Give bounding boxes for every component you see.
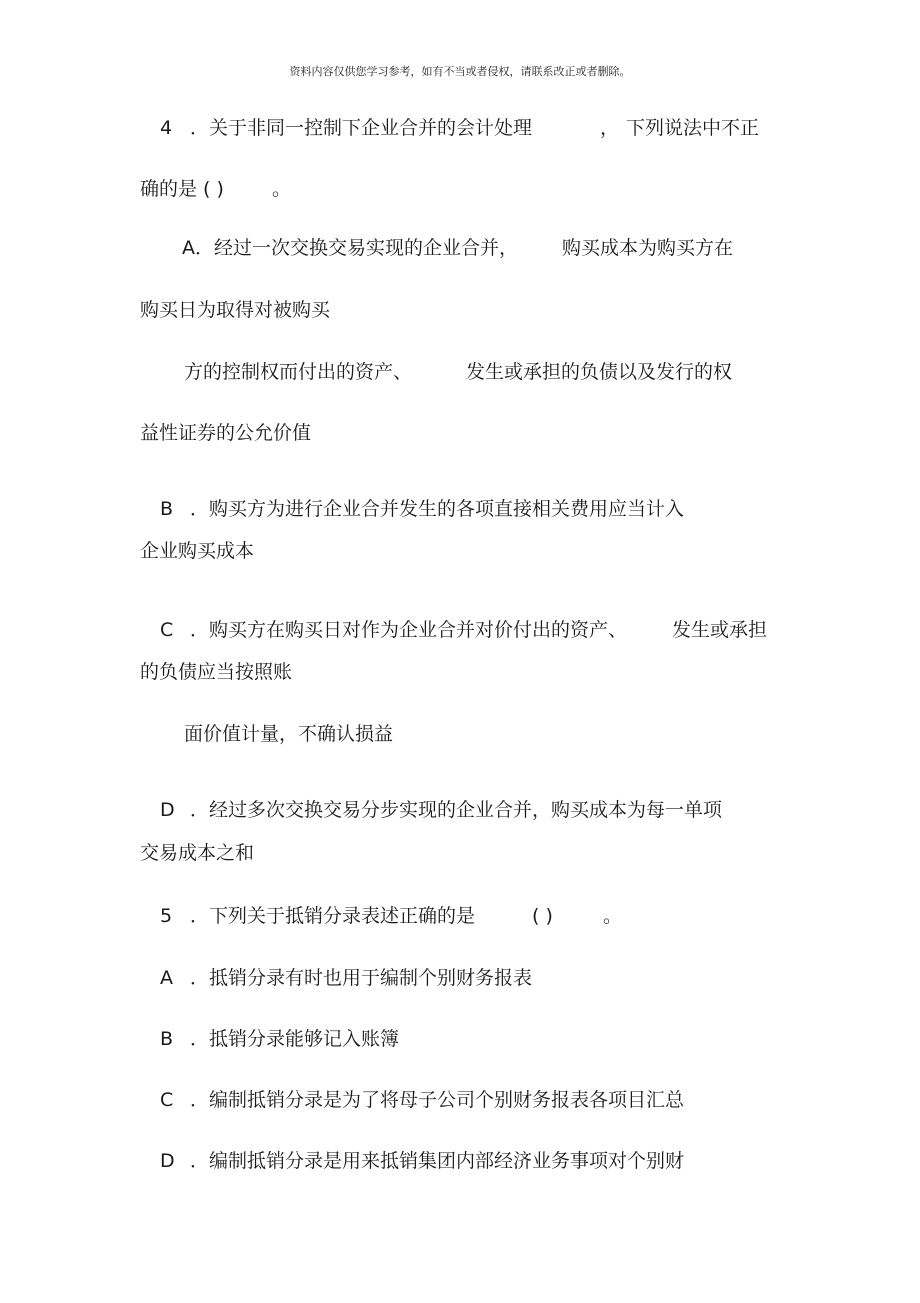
q4-option-d-label: D xyxy=(160,799,175,821)
q4-option-c-label: C xyxy=(160,619,174,641)
q4-option-c-line3: 面价值计量，不确认损益 xyxy=(184,723,394,745)
q4-option-c-text: ．购买方在购买日对作为企业合并对价付出的资产、 xyxy=(190,619,628,641)
q4-option-a-line3-tail: 发生或承担的负债以及发行的权 xyxy=(466,361,733,383)
q4-stem-tail: 下列说法中不正 xyxy=(626,117,760,139)
q4-option-b-line2: 企业购买成本 xyxy=(140,540,255,562)
q4-stem-text: ．关于非同一控制下企业合并的会计处理 xyxy=(190,117,533,139)
q4-stem-line2: 确的是 ( ) xyxy=(140,178,224,200)
q5-option-c-label: C xyxy=(160,1089,174,1111)
q4-option-a-head: A．经过一次交换交易实现的企业合并， xyxy=(182,237,518,259)
q4-option-a-line3-head: 方的控制权而付出的资产、 xyxy=(184,361,413,383)
q4-option-b-label: B xyxy=(160,498,174,520)
q5-option-b-label: B xyxy=(160,1028,174,1050)
q4-option-a-line4: 益性证券的公允价值 xyxy=(140,422,312,444)
q4-stem-period: 。 xyxy=(272,178,292,200)
q5-option-c-text: ．编制抵销分录是为了将母子公司个别财务报表各项目汇总 xyxy=(190,1089,685,1111)
q4-number: 4 xyxy=(160,117,173,139)
q4-option-d-line2: 交易成本之和 xyxy=(140,842,255,864)
q5-option-d-label: D xyxy=(160,1150,175,1172)
q5-stem-text: ．下列关于抵销分录表述正确的是 xyxy=(190,905,476,927)
q5-option-a-label: A xyxy=(160,967,173,989)
q4-option-c-line2: 的负债应当按照账 xyxy=(140,661,293,683)
q4-option-b-text: ．购买方为进行企业合并发生的各项直接相关费用应当计入 xyxy=(190,498,685,520)
q5-option-a-text: ．抵销分录有时也用于编制个别财务报表 xyxy=(190,967,533,989)
q5-option-b-text: ．抵销分录能够记入账簿 xyxy=(190,1028,400,1050)
q4-option-a-tail: 购买成本为购买方在 xyxy=(562,237,734,259)
q4-stem-comma: ， xyxy=(600,117,620,139)
q5-option-d-text: ．编制抵销分录是用来抵销集团内部经济业务事项对个别财 xyxy=(190,1150,685,1172)
q5-number: 5 xyxy=(160,905,173,927)
q5-stem-paren: ( ) xyxy=(532,905,553,927)
q4-option-d-text: ．经过多次交换交易分步实现的企业合并，购买成本为每一单项 xyxy=(190,799,723,821)
q5-stem-period: 。 xyxy=(603,905,623,927)
q4-option-a-line2: 购买日为取得对被购买 xyxy=(140,299,331,321)
q4-option-c-tail: 发生或承担 xyxy=(672,619,768,641)
copyright-notice: 资料内容仅供您学习参考，如有不当或者侵权，请联系改正或者删除。 xyxy=(289,65,631,78)
